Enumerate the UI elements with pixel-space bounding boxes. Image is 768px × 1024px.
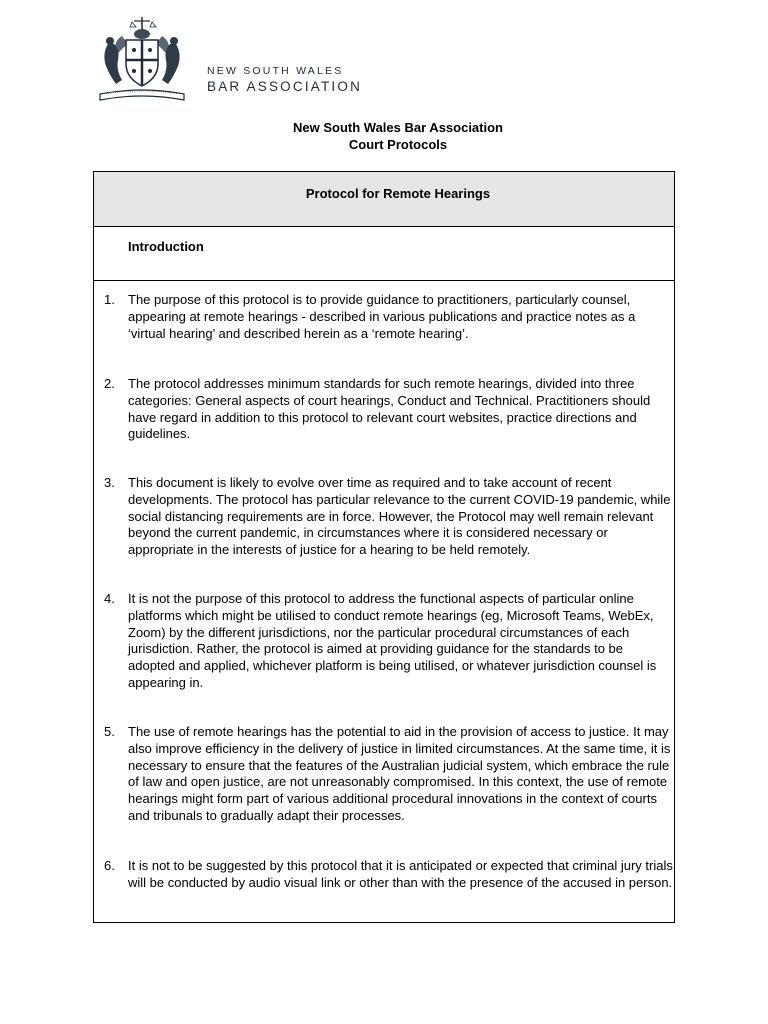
paragraph-number: 3. <box>104 475 115 490</box>
section-heading-cell <box>94 227 674 281</box>
bar-association-logo <box>92 14 372 106</box>
org-name-line2: BAR ASSOCIATION <box>207 79 363 94</box>
document-title: New South Wales Bar Association <box>293 120 503 135</box>
coat-of-arms-icon <box>92 14 192 106</box>
paragraph-text: The protocol addresses minimum standards for such remote hearings, divided into three categories: General aspects of court hearings, Conduct and Technical. Practitioners should have regard in addition to this protocol to relevant court websites, practice directions and guidelines. <box>128 376 651 442</box>
paragraph-text: The use of remote hearings has the potential to aid in the provision of access to justice. It may also improve efficiency in the delivery of justice in limited circumstances. At the same time, it is necessary to ensure that the features of the Australian judicial system, which embrace the rule of law and open justice, are not unreasonably compromised. In this context, the use of remote hearings might form part of various additional procedural innovations in the context of courts and tribunals to gradually adapt their processes. <box>128 724 671 823</box>
org-name-line1: NEW SOUTH WALES <box>207 65 344 77</box>
paragraph-text: It is not the purpose of this protocol to address the functional aspects of particular online platforms which might be utilised to conduct remote hearings (eg, Microsoft Teams, WebEx, Zoom) by the different jurisdictions, nor the particular procedural circumstances of each jurisdiction. Rather, the protocol is aimed at providing guidance for the standards to be adopted and applied, whichever platform is being utilised, or whatever jurisdiction counsel is appearing in. <box>128 591 657 690</box>
protocol-table <box>93 171 675 923</box>
paragraph-number: 6. <box>104 858 115 873</box>
paragraph-text: The purpose of this protocol is to provide guidance to practitioners, particularly counsel, appearing at remote hearings - described in various publications and practice notes as a ‘virtual hearing’ and described herein as a ‘remote hearing’. <box>128 292 636 341</box>
document-titles <box>0 119 768 153</box>
paragraph-number: 1. <box>104 292 115 307</box>
section-heading: Introduction <box>128 239 204 254</box>
paragraph-text: This document is likely to evolve over time as required and to take account of recent developments. The protocol has particular relevance to the current COVID-19 pandemic, while social distancing requirements are in force. However, the Protocol may well remain relevant beyond the current pandemic, in circumstances where it is considered necessary or appropriate in the interests of justice for a hearing to be held remotely. <box>128 475 671 558</box>
paragraph-number: 5. <box>104 724 115 739</box>
paragraph-text: It is not to be suggested by this protocol that it is anticipated or expected that criminal jury trials will be conducted by audio visual link or other than with the presence of the accused in person. <box>128 858 673 890</box>
table-header-cell <box>94 172 674 227</box>
table-header-title: Protocol for Remote Hearings <box>305 186 491 201</box>
paragraph-number: 2. <box>104 376 115 391</box>
paragraph-number: 4. <box>104 591 115 606</box>
document-subtitle: Court Protocols <box>348 137 448 152</box>
